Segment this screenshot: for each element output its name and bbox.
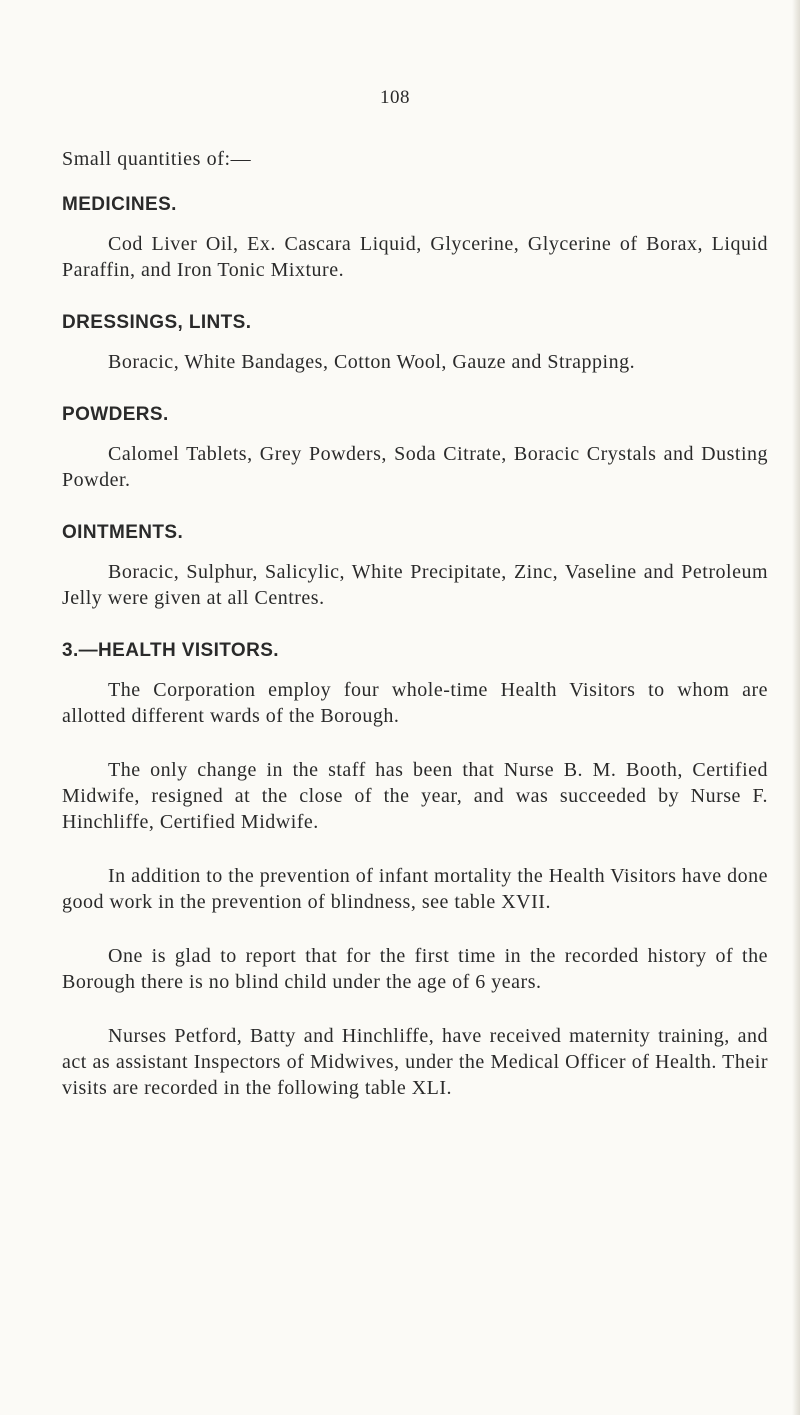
paragraph: Cod Liver Oil, Ex. Cascara Liquid, Glycerine, Glycerine of Borax, Liquid Paraffin, and Iron Tonic Mixture. [62, 233, 768, 281]
section-heading: POWDERS. [62, 404, 169, 425]
intro-line: Small quantities of:— [62, 148, 252, 170]
section-health-visitors [62, 639, 768, 1101]
section-heading: OINTMENTS. [62, 522, 184, 543]
page-body [62, 145, 768, 1129]
paragraph: Calomel Tablets, Grey Powders, Soda Citrate, Boracic Crystals and Dusting Powder. [62, 443, 768, 491]
paragraph: Boracic, White Bandages, Cotton Wool, Gauze and Strapping. [108, 351, 636, 373]
paragraph: Nurses Petford, Batty and Hinchliffe, have received maternity training, and act as assistant Inspectors of Midwives, under the Medical Officer of Health. Their visits are recorded in the following table XLI. [62, 1025, 768, 1099]
paragraph: The only change in the staff has been that Nurse B. M. Booth, Certified Midwife, resigned at the close of the year, and was succeeded by Nurse F. Hinchliffe, Certified Midwife. [62, 759, 768, 833]
paragraph: In addition to the prevention of infant mortality the Health Visitors have done good work in the prevention of blindness, see table XVII. [62, 865, 769, 913]
section-medicines [62, 193, 768, 283]
page-edge-shadow [792, 0, 800, 1415]
paragraph: One is glad to report that for the first time in the recorded history of the Borough there is no blind child under the age of 6 years. [62, 945, 768, 993]
section-heading: 3.—HEALTH VISITORS. [62, 640, 279, 661]
section-heading: DRESSINGS, LINTS. [62, 312, 252, 333]
section-dressings [62, 311, 768, 375]
section-powders [62, 403, 768, 493]
section-ointments [62, 521, 768, 611]
paragraph: The Corporation employ four whole-time Health Visitors to whom are allotted different wards of the Borough. [62, 679, 768, 727]
section-heading: MEDICINES. [62, 194, 177, 215]
paragraph: Boracic, Sulphur, Salicylic, White Precipitate, Zinc, Vaseline and Petroleum Jelly were given at all Centres. [62, 561, 768, 609]
page-number: 108 [380, 87, 410, 108]
